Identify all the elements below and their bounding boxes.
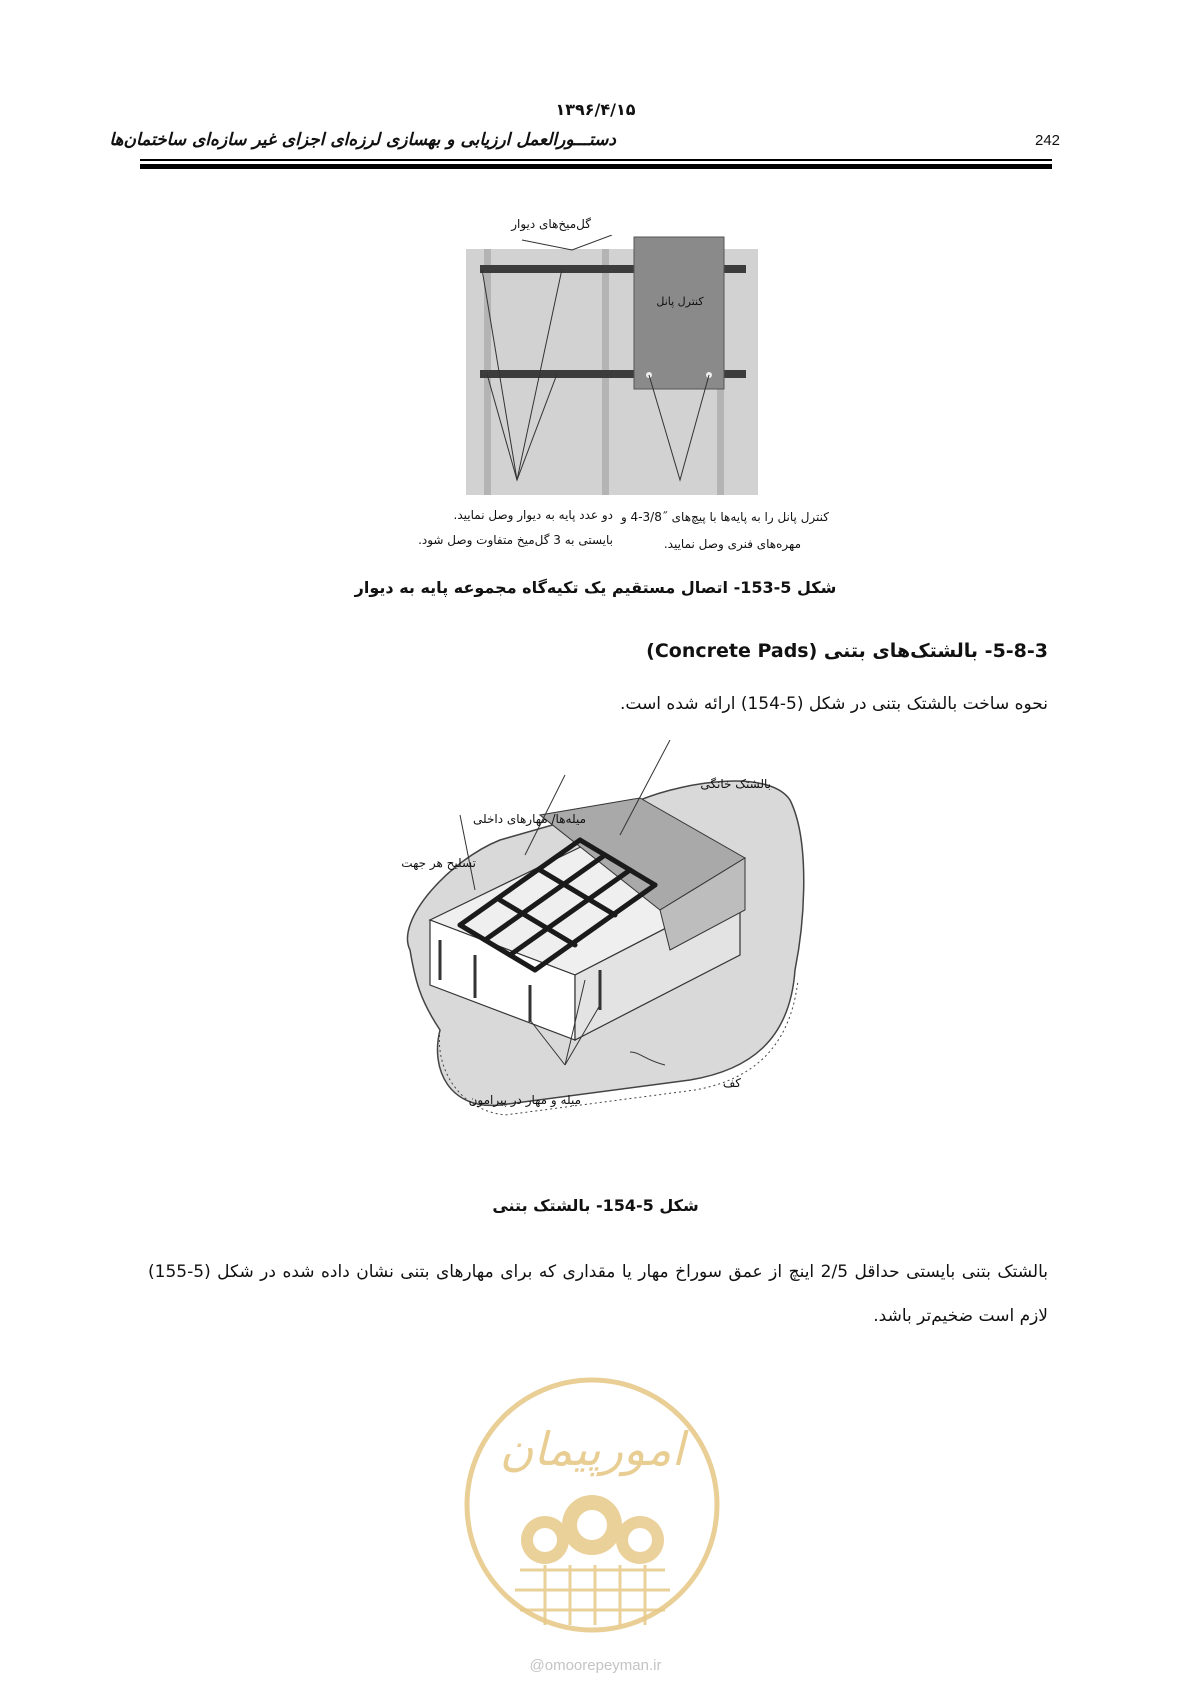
watermark-logo-text: امورپیمان [499, 1422, 685, 1476]
label-floor: کف [722, 1076, 741, 1090]
page-number: 242 [1035, 132, 1061, 149]
header-date: ۱۳۹۶/۴/۱۵ [555, 100, 636, 119]
label-housekeeping-pad: بالشتک خانگی [700, 777, 771, 791]
figure-154-caption: شکل 5-154- بالشتک بتنی [492, 1196, 699, 1215]
label-dowels-anchors: میله‌ها/ مهارهای داخلی [473, 812, 586, 826]
header-rule-thick [140, 164, 1052, 169]
header-rule-thin [140, 159, 1052, 161]
label-control-panel: کنترل پانل [656, 295, 704, 308]
note-left-line2: بایستی به 3 گل‌میخ متفاوت وصل شود. [418, 533, 613, 547]
figure-153-caption: شکل 5-153- اتصال مستقیم یک تکیه‌گاه مجموعه پایه به دیوار [354, 578, 837, 597]
section-intro: نحوه ساخت بالشتک بتنی در شکل (5-154) ارائه شده است. [619, 694, 1048, 714]
watermark-site: @omoorepeyman.ir [529, 1657, 662, 1674]
figure-concrete-pad-diagram [390, 740, 830, 1180]
figure-wall-mount-diagram [462, 235, 762, 495]
watermark-logo [460, 1355, 725, 1665]
section-heading: 5-8-3- بالشتک‌های بتنی (Concrete Pads) [646, 640, 1048, 662]
control-panel-box [634, 237, 724, 389]
label-wall-studs: گل‌میخ‌های دیوار [511, 217, 591, 231]
label-perimeter-dowels: میله و مهار در پیرامون [468, 1093, 581, 1107]
note-right-line2: مهره‌های فنری وصل نمایید. [663, 537, 801, 551]
note-right-line1: کنترل پانل را به پایه‌ها با پیچ‌های ˝3/8-4 و [620, 510, 829, 524]
label-rebar-each-way: تسلیح هر جهت [401, 856, 476, 870]
header-title: دستـــورالعمل ارزیابی و بهسازی لرزه‌ای اجزای غیر سازه‌ای ساختمان‌ها [109, 130, 616, 150]
body-paragraph: بالشتک بتنی بایستی حداقل 2/5 اینچ از عمق سوراخ مهار یا مقداری که برای مهارهای بتنی نشان داده شده در شکل (5-155) لازم است ضخیم‌تر باشد. [148, 1262, 1048, 1326]
note-left-line1: دو عدد پایه به دیوار وصل نمایید. [453, 508, 613, 522]
